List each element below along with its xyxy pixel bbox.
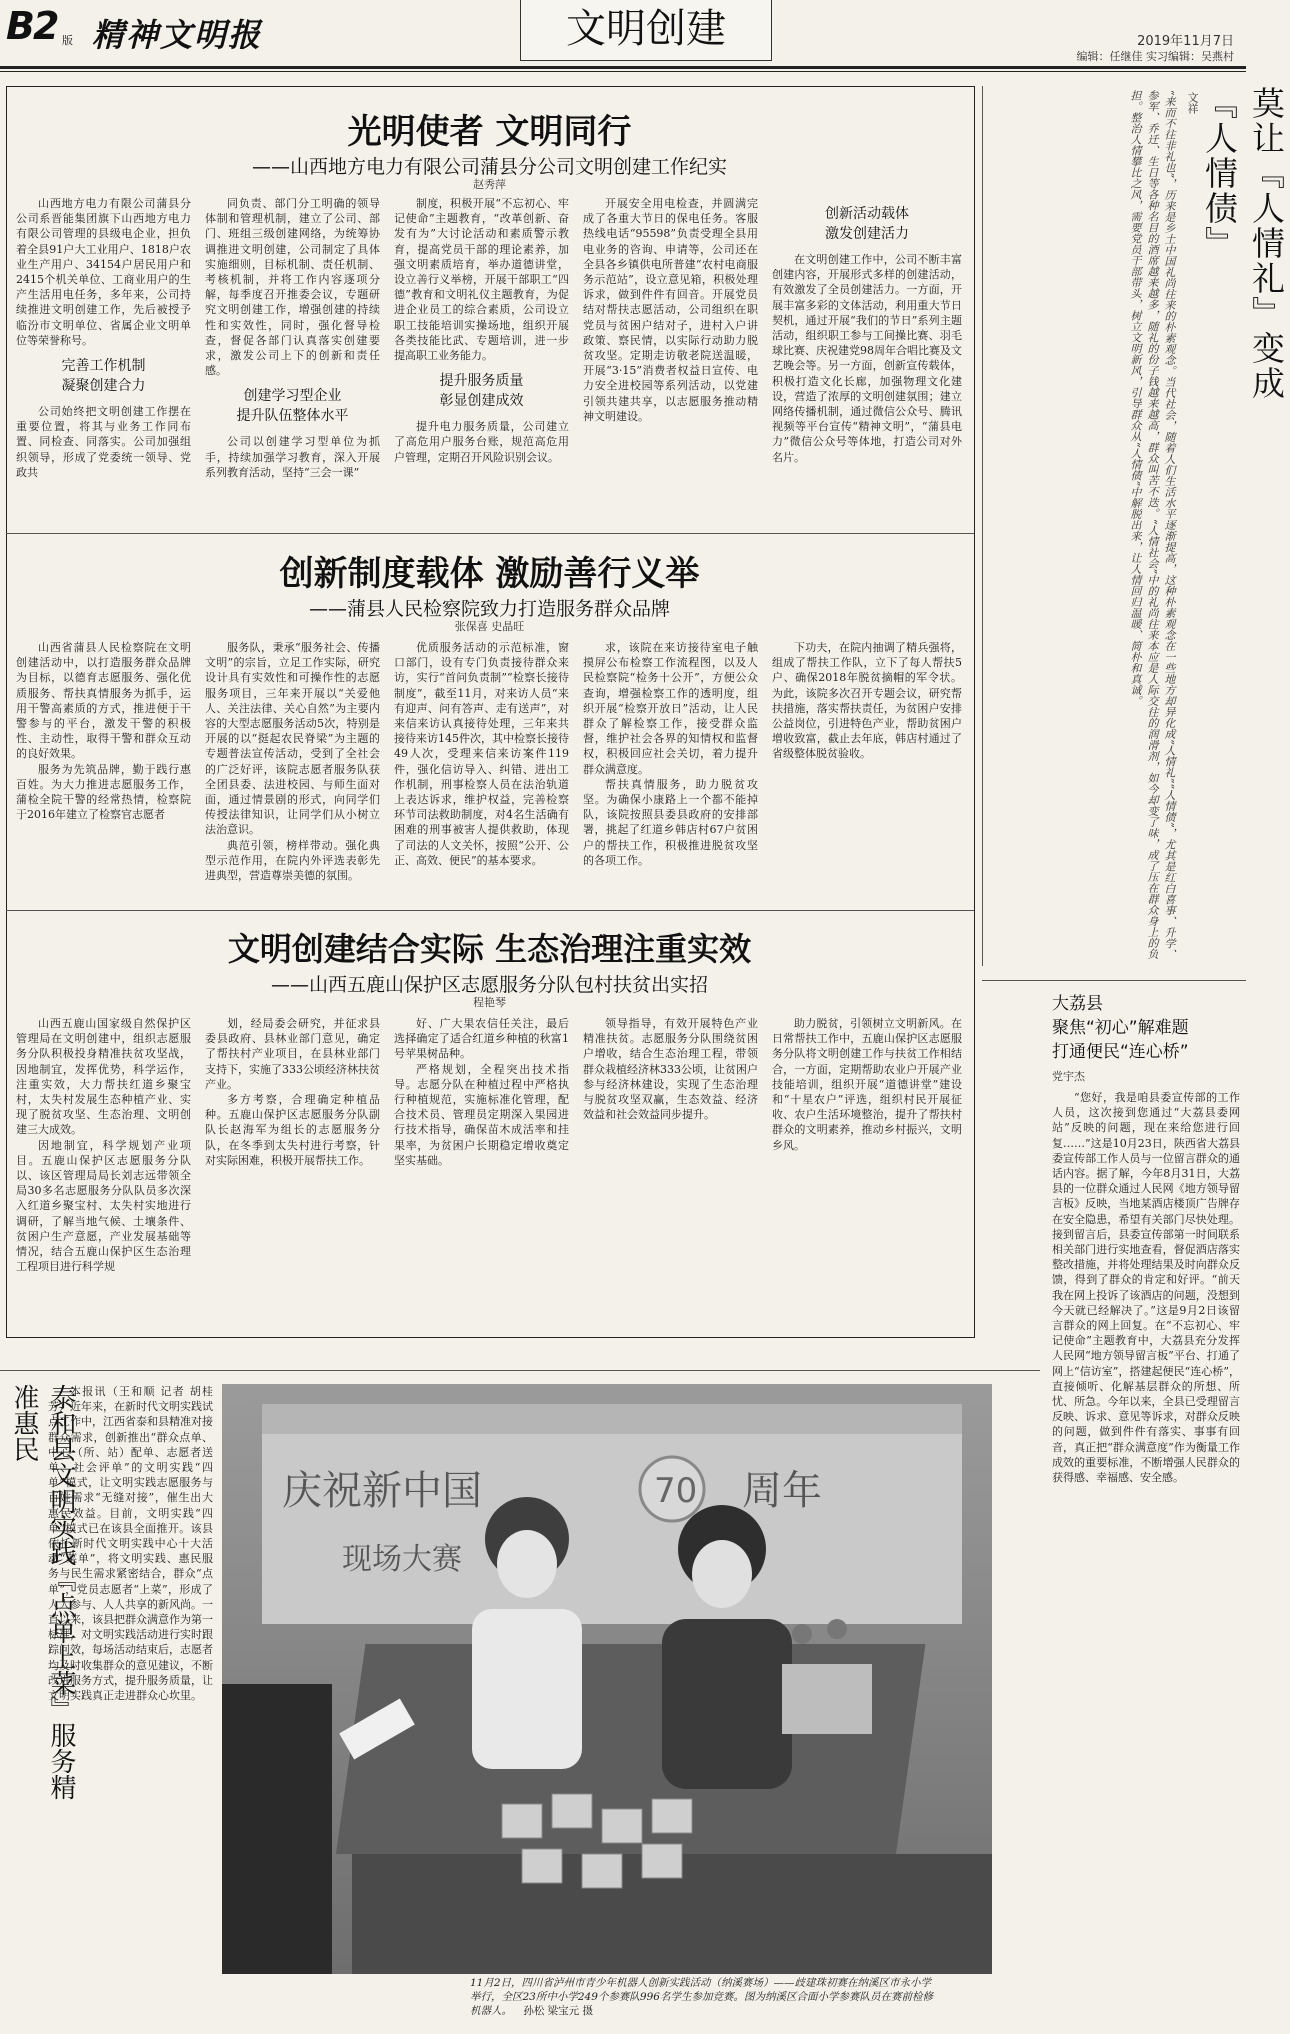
header-rule-thin <box>0 71 1246 72</box>
article-2-column-3 <box>394 640 569 902</box>
svg-text:现场大赛: 现场大赛 <box>342 1542 462 1577</box>
article-3-column-4 <box>583 1016 758 1328</box>
paragraph: 求，该院在来访接待室电子触摸屏公布检察工作流程图，以及人民检察院“检务十公开”，方便公众查询，增强检察工作的透明度，组织开展“检察开放日”活动，让人民群众了解检察工作，接受群众监督，维护社会各界的知情权和监督权，积极回应社会关切，着力提升群众满意度。 <box>583 641 758 776</box>
article-1-byline: 赵秀萍 <box>473 178 506 191</box>
svg-text:70: 70 <box>654 1471 698 1511</box>
section-subheading: 创建学习型企业 提升队伍整体水平 <box>236 388 349 425</box>
article-1-column-5 <box>772 196 962 526</box>
article-1-column-3 <box>394 196 569 526</box>
header-rule <box>0 66 1246 69</box>
paragraph: 同负责、部门分工明确的领导体制和管理机制，建立了公司、部门、班组三级创建网络，为统筹协调推进文明创建，公司制定了具体实施细则，目标机制、责任机制、考核机制，并将工作内容逐项分解，每季度召开推委会议，专题研究文明创建工作，增强创建的持续性和实效性，同时，强化督导检查，督促各部门认真落实创建要求，激发公司上下的创新和责任感。 <box>205 197 380 378</box>
article-divider <box>0 1370 1040 1371</box>
paragraph: 多方考察，合理确定种植品种。五鹿山保护区志愿服务分队副队长赵海军为组长的志愿服务分队，在冬季到太失村进行考察，针对实际困难，积极开展帮扶工作。 <box>205 1093 380 1167</box>
section-subheading: 完善工作机制 凝聚创建合力 <box>61 358 146 395</box>
paragraph: 山西地方电力有限公司蒲县分公司系晋能集团旗下山西地方电力有限公司管理的县级电企业，担负着全县91户大工业用户、1818户农业生产用户、34154户居民用户和2415个机关单位、工商业用户的生产生活用电任务，多年来，公司持续推进文明创建工作，先后被授予临汾市文明单位、省属企业文明单位等荣誉称号。 <box>16 197 191 347</box>
article-3-column-2 <box>205 1016 380 1328</box>
paragraph: 助力脱贫，引领树立文明新风。在日常帮扶工作中，五鹿山保护区志愿服务分队将文明创建工作与扶贫工作相结合，一方面，定期帮助农业户开展产业技能培训，组织开展“道德讲堂”建设和“十星农户”评选，组织村民开展征收、农户生活环境整治，提升了帮扶村群众的文明素养，推动乡村振兴，文明乡风。 <box>772 1017 962 1152</box>
paragraph: 服务为先筑品牌，勤于践行惠百姓。为大力推进志愿服务工作，蒲检全院干警的经常热情，检察院于2016年建立了检察官志愿者 <box>16 762 191 822</box>
paragraph: 制度，积极开展“不忘初心、牢记使命”主题教育，“改革创新、奋发有为”大讨论活动和素质警示教育，提高党员干部的理论素养，加强文明素质培育，举办道德讲堂，设立善行义举榜，开展干部职工“四德”教育和文明礼仪主题教育，为促进企业员工的综合素质，公司设立职工技能培训实操场地，组织开展各类技能比武、专题培训，进一步提高职工业务能力。 <box>394 197 569 363</box>
article-1-subtitle: ——山西地方电力有限公司蒲县分公司文明创建工作纪实 <box>251 156 727 178</box>
paragraph: 山西五鹿山国家级自然保护区管理局在文明创建中，组织志愿服务分队积极投身精准扶贫攻坚战，因地制宜，发挥优势，科学运作，注重实效，大力帮扶红道乡聚宝村，太失村发展生态种植产业、实现了脱贫攻坚、生态治理、文明创建三大成效。 <box>16 1017 191 1137</box>
section-subheading: 创新活动载体 激发创建活力 <box>825 206 909 242</box>
paragraph: 优质服务活动的示范标准，窗口部门，设有专门负责接待群众来访，实行“首问负责制”“检察长接待制度”，截至11月，对来访人员“来有迎声、问有答声、走有送声”，对来信来访认真接待处理，三年来共接待来访145件次，其中检察长接待49人次，受理来信来访案件119件，强化信访导入、纠错、进出工作机制，刑事检察人员在法治轨道上表达诉求，维护权益，完善检察环节司法救助制度，对4名生活确有困难的刑事被害人提供救助，体现了司法的人文关怀，按照“公开、公正、高效、便民”的基本要求。 <box>394 641 569 867</box>
photo-caption: 11月2日，四川省泸州市青少年机器人创新实践活动（纳溪赛场）——歧建珠初赛在纳溪区市永小学举行，全区23所中小学249个参赛队996名学生参加竞赛。图为纳溪区合面小学参赛队员在赛前检修机器人。 孙松 梁宝元 摄 <box>470 1977 933 2017</box>
sidebar-commentary-tag: 文祥 <box>1186 92 1199 114</box>
article-3-column-3 <box>394 1016 569 1328</box>
article-2-column-1 <box>16 640 191 902</box>
page-number-suffix: 版 <box>62 34 73 47</box>
article-divider <box>982 980 1246 981</box>
sidebar-commentary-body: “来而不往非礼也”，历来是乡土中国礼尚往来的朴素观念。当代社会，随着人们生活水平逐渐提高，这种朴素观念在一些地方却异化成“人情礼”“人情债”，尤其是红白喜事、升学、参军、乔迁、生日等各种名目的酒席越来越多，随礼的份子钱越来越高，群众叫苦不迭。“人情社会”中的礼尚往来本应是人际交往的润滑剂，如今却变了味，成了压在群众身上的负担。整治人情攀比之风，需要党员干部带头，树立文明新风，引导群众从“人情债”中解脱出来，让人情回归温暖、简朴和真诚。 <box>1129 90 1176 960</box>
paragraph: “您好，我是咱县委宣传部的工作人员，这次接到您通过“大荔县委网站”反映的问题，现在来给您进行回复……”这是10月23日，陕西省大荔县委宣传部工作人员与一位留言群众的通话内容。据了解，今年8月31日，大荔县的一位群众通过人民网《地方领导留言板》反映，当地某酒店楼顶广告牌存在安全隐患，希望有关部门尽快处理。接到留言后，县委宣传部第一时间联系相关部门进行实地查看，督促酒店落实整改措施，并将处理结果及时向群众反馈，得到了群众的肯定和好评。“前天我在网上投诉了该酒店的问题，没想到今天就已经解决了。”这是9月2日该留言群众的网上回复。在“不忘初心、牢记使命”主题教育中，大荔县充分发挥人民网“地方领导留言板”平台、打通了网上“信访室”，搭建起便民“连心桥”，直接倾听、化解基层群众的所想、所忧、所急。今年以来，全县已受理留言反映、诉求、意见等诉求，对群众反映的问题，做到件件有落实、事事有回音，真正把“群众满意度”作为衡量工作成效的重要标准，不断增强人民群众的获得感、幸福感、安全感。 <box>1052 1091 1240 1485</box>
paragraph: 典范引领，榜样带动。强化典型示范作用，在院内外评选表彰先进典型，营造尊崇美德的氛围。 <box>205 838 380 883</box>
paragraph: 本报讯（王和顺 记者 胡桂芳）近年来，在新时代文明实践试点工作中，江西省泰和县精准对接群众需求，创新推出“群众点单、中心（所、站）配单、志愿者送单、社会评单”的文明实践“四单”模式，让文明实践志愿服务与百姓需求“无缝对接”，催生出大惠民效益。目前，文明实践“四单”模式已在该县全面推开。该县依托新时代文明实践中心十大活动“菜单”，将文明实践、惠民服务与民生需求紧密结合，群众“点单”，党员志愿者“上菜”，形成了人人参与、人人共享的新风尚。一直以来，该县把群众满意作为第一标准，对文明实践活动进行实时跟踪问效，每场活动结束后，志愿者均及时收集群众的意见建议，不断改进服务方式，提升服务质量，让文明实践真正走进群众心坎里。 <box>48 1385 213 1703</box>
section-subheading: 提升服务质量 彰显创建成效 <box>439 373 524 410</box>
article-3-title: 文明创建结合实际 生态治理注重实效 <box>227 930 752 968</box>
paragraph: 在文明创建工作中，公司不断丰富创建内容，开展形式多样的创建活动，有效激发了全员创建活力。一方面，开展丰富多彩的文体活动，利用重大节日契机，通过开展“我们的节日”系列主题活动，组织职工参与工间操比赛、羽毛球比赛、庆祝建党98周年合唱比赛及文艺晚会等。另一方面，创新宣传载体，积极打造文化长廊，加强物理文化建设，营造了浓厚的文明创建氛围；建立网络传播机制，通过微信公众号、腾讯视频等平台宣传“精神文明”，“蒲县电力”微信公众号等体地，打造公司对外名片。 <box>772 253 962 464</box>
section-title: 文明创建 <box>520 0 772 61</box>
paragraph: 好、广大果农信任关注，最后选择确定了适合红道乡种植的秋富1号苹果树品种。 <box>394 1017 569 1061</box>
photo-illustration <box>222 1384 992 1974</box>
article-1-column-1 <box>16 196 191 526</box>
left-article-title: 泰和县文明实践『点单上菜』服务精准惠民 <box>9 1384 76 1800</box>
paragraph: 领导指导，有效开展特色产业精准扶贫。志愿服务分队围绕贫困户增收，结合生态治理工程，带领群众栽植经济林333公顷，让贫困户参与经济林建设，实现了生态治理与脱贫攻坚双赢，生态效益、经济效益和社会效益同步提升。 <box>583 1017 758 1122</box>
article-3-subtitle: ——山西五鹿山保护区志愿服务分队包村扶贫出实招 <box>270 974 708 996</box>
editor-credits: 编辑：任继佳 实习编辑：吴燕村 <box>1076 50 1234 63</box>
article-2-column-4 <box>583 640 758 902</box>
page-number: B2 <box>6 4 58 48</box>
article-2-column-5 <box>772 640 962 902</box>
article-1-column-4 <box>583 196 758 526</box>
article-3-column-1 <box>16 1016 191 1328</box>
article-2-column-2 <box>205 640 380 902</box>
page-header <box>0 0 1246 62</box>
article-1-title: 光明使者 文明同行 <box>347 112 632 152</box>
article-3-byline: 程艳琴 <box>473 996 506 1009</box>
article-3-column-5 <box>772 1016 962 1328</box>
paragraph: 山西省蒲县人民检察院在文明创建活动中，以打造服务群众品牌为目标，以德育志愿服务、强化优质服务、帮扶真情服务为抓手，运用干警高素质的方式，推进便于干警参与的平台，激发干警的积极性、主动性，取得干警和群众互动的良好效果。 <box>16 641 191 761</box>
left-article-body <box>48 1384 213 2024</box>
article-divider <box>6 910 974 911</box>
article-4-title: 大荔县 聚焦“初心”解难题 打通便民“连心桥” <box>1052 994 1189 1062</box>
paragraph: 公司始终把文明创建工作摆在重要位置，将其与业务工作同布置、同检查、同落实。公司加强组织领导，形成了党委统一领导、党政共 <box>16 405 191 479</box>
newspaper-name: 精神文明报 <box>92 16 263 54</box>
article-2-byline: 张保喜 史晶旺 <box>454 620 525 633</box>
paragraph: 公司以创建学习型单位为抓手，持续加强学习教育，深入开展系列教育活动，坚持“三会一课” <box>205 435 380 479</box>
paragraph: 严格规划，全程突出技术指导。志愿分队在种植过程中严格执行种植规范，实施标准化管理，配合技术员、管理员定期深入果园进行技术指导，确保苗木成活率和挂果率，为贫困户长期稳定增收奠定坚实基础。 <box>394 1062 569 1167</box>
photo-credit: 孙松 梁宝元 摄 <box>523 2005 594 2017</box>
article-4-body <box>1052 1090 1240 2026</box>
issue-date: 2019年11月7日 <box>1137 34 1234 49</box>
article-1-column-2 <box>205 196 380 526</box>
paragraph: 服务队，秉承“服务社会、传播文明”的宗旨，立足工作实际，研究设计具有实效性和可操作性的志愿服务项目，三年来开展以“关爱他人、关注法律、关心自然”为主要内容的大型志愿服务活动5次，特别是开展的以“挺起农民脊梁”为主题的专题普法宣传活动，受到了全社会的广泛好评，该院志愿者服务队获全团县委、法进校园、与师生面对面，通过情景剧的形式，向同学们传授法律知识，让同学们从小树立法治意识。 <box>205 641 380 837</box>
paragraph: 开展安全用电检查，并圆满完成了各重大节日的保电任务。客服热线电话“95598”负责受理全县用电业务的咨询、申请等，公司还在全县各乡镇供电所普建“农村电商服务示范站”，设立意见箱，积极处理诉求，做到件件有回音。开展党员结对帮扶志愿活动，公司组织在职党员与贫困户结对子，进村入户讲政策、察民情，以实际行动助力脱贫攻坚。定期走访敬老院送温暖，开展“3·15”消费者权益日宣传、电力安全进校园等系列活动，以党建引领共建共享，以志愿服务推动精神文明建设。 <box>583 197 758 423</box>
article-2-subtitle: ——蒲县人民检察院致力打造服务群众品牌 <box>308 598 670 620</box>
svg-text:周年: 周年 <box>742 1468 822 1514</box>
article-2-title: 创新制度载体 激励善行义举 <box>279 554 700 594</box>
article-4-byline: 党宇杰 <box>1052 1070 1085 1083</box>
article-divider <box>6 533 974 534</box>
paragraph: 提升电力服务质量，公司建立了高危用户服务台账，规范高危用户管理，定期召开风险识别会议。 <box>394 420 569 464</box>
paragraph: 下功夫，在院内抽调了精兵强将，组成了帮扶工作队，立下了每人帮扶5户、确保2018年脱贫摘帽的军令状。为此，该院多次召开专题会议，研究帮扶措施，落实帮扶责任，为贫困户安排公益岗位，引进特色产业，帮助贫困户增收致富，截止去年底，韩店村通过了省级整体脱贫验收。 <box>772 641 962 761</box>
paragraph: 划，经局委会研究，并征求县委县政府、县林业部门意见，确定了帮扶村产业项目，在县林业部门支持下，实施了333公顷经济林扶贫产业。 <box>205 1017 380 1091</box>
paragraph: 因地制宜，科学规划产业项目。五鹿山保护区志愿服务分队以、该区管理局局长刘志远带领全局30多名志愿服务分队队员多次深入红道乡聚宝村、太失村实地进行调研，了解当地气候、土壤条件、贫困户生产意愿，产业发展基础等情况，结合五鹿山保护区生态治理工程项目进行科学规 <box>16 1138 191 1274</box>
news-photo <box>222 1384 992 1974</box>
sidebar-divider <box>982 86 983 966</box>
svg-text:庆祝新中国: 庆祝新中国 <box>282 1468 482 1514</box>
paragraph: 帮扶真情服务，助力脱贫攻坚。为确保小康路上一个都不能掉队，该院按照县委县政府的安排部署，挑起了红道乡韩店村67户贫困户的帮扶工作，积极推进脱贫攻坚的各项工作。 <box>583 777 758 867</box>
sidebar-commentary-title: 莫让『人情礼』变成『人情债』 <box>1200 86 1286 401</box>
